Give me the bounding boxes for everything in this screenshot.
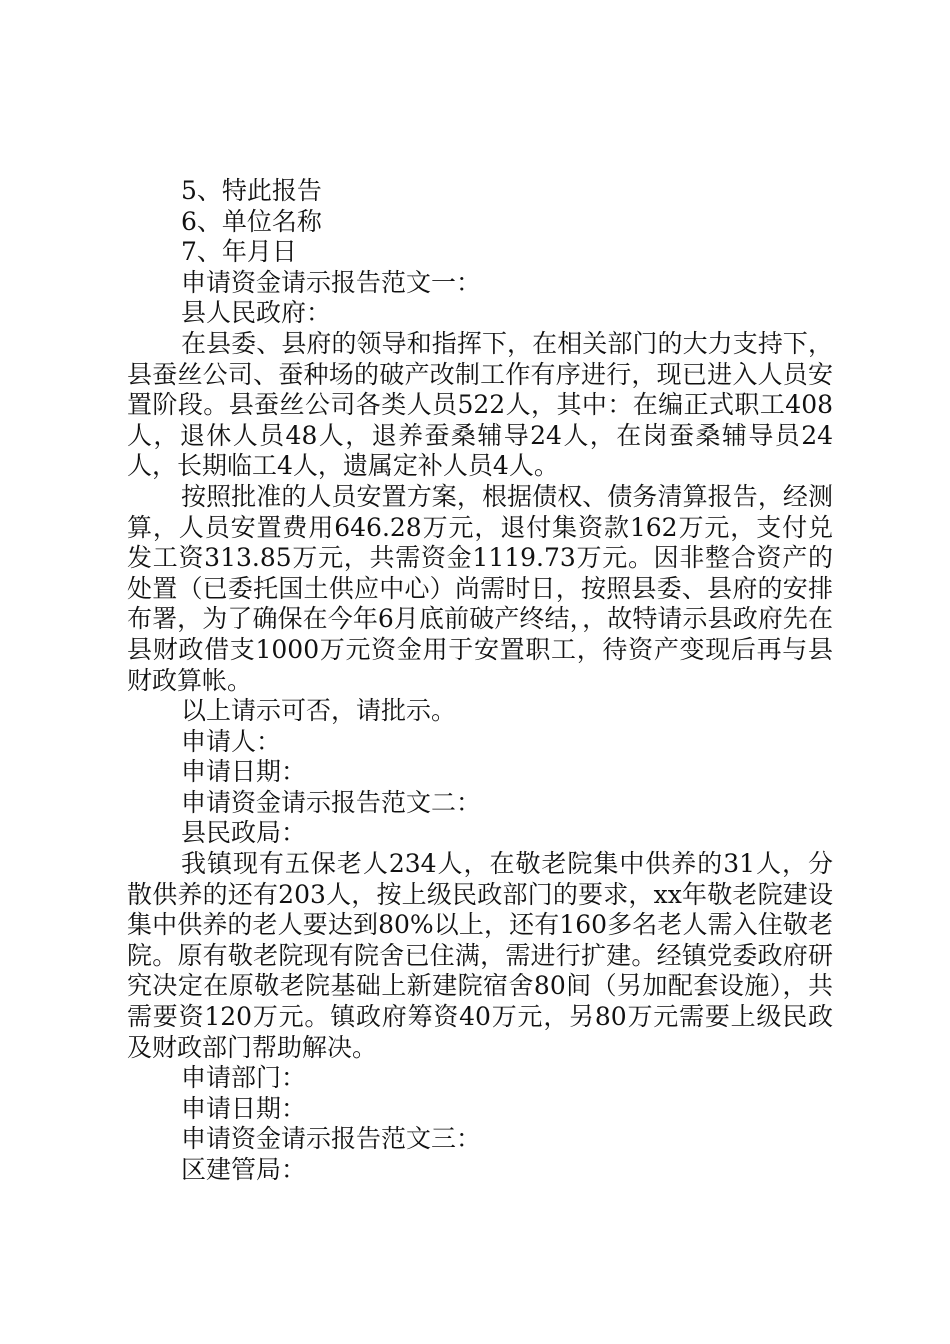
sample-one-heading: 申请资金请示报告范文一：: [181, 267, 482, 297]
sample-one-body-paragraph-1: 在县委、县府的领导和指挥下，在相关部门的大力支持下，县蚕丝公司、蚕种场的破产改制工作有序进行，现已进入人员安置阶段。县蚕丝公司各类人员522人，其中：在编正式职工408人，退休人员48人，退养蚕桑辅导24人，在岗蚕桑辅导员24人，长期临工4人，遗属定补人员4人。: [127, 328, 833, 481]
sample-one-addressee: 县人民政府：: [181, 298, 332, 328]
sample-two-addressee: 县民政局：: [181, 818, 307, 848]
item-5-special-report: 5、特此报告: [181, 176, 322, 205]
sample-two-heading: 申请资金请示报告范文二：: [181, 787, 482, 817]
sample-two-application-date: 申请日期：: [181, 1093, 307, 1123]
sample-one-application-date: 申请日期：: [181, 757, 307, 787]
sample-one-closing: 以上请示可否，请批示。: [181, 696, 457, 726]
document-body: [127, 176, 833, 1186]
sample-two-department: 申请部门：: [181, 1063, 307, 1093]
sample-two-body-paragraph: 我镇现有五保老人234人，在敬老院集中供养的31人，分散供养的还有203人，按上级民政部门的要求，xx年敬老院建设集中供养的老人要达到80%以上，还有160多名老人需入住敬老院。原有敬老院现有院舍已住满，需进行扩建。经镇党委政府研究决定在原敬老院基础上新建院宿舍80间（另加配套设施），共需要资120万元。镇政府筹资40万元，另80万元需要上级民政及财政部门帮助解决。: [127, 849, 833, 1062]
sample-three-heading: 申请资金请示报告范文三：: [181, 1124, 482, 1154]
sample-one-body-paragraph-2: 按照批准的人员安置方案，根据债权、债务清算报告，经测算，人员安置费用646.28万元，退付集资款162万元，支付兑发工资313.85万元，共需资金1119.73万元。因非整合资产的处置（已委托国土供应中心）尚需时日，按照县委、县府的安排布署，为了确保在今年6月底前破产终结，，故特请示县政府先在县财政借支1000万元资金用于安置职工，待资产变现后再与县财政算帐。: [127, 481, 833, 695]
sample-one-applicant: 申请人：: [181, 726, 282, 756]
sample-three-addressee: 区建管局：: [181, 1155, 307, 1184]
item-7-date: 7、年月日: [181, 237, 297, 267]
item-6-unit-name: 6、单位名称: [181, 206, 322, 236]
